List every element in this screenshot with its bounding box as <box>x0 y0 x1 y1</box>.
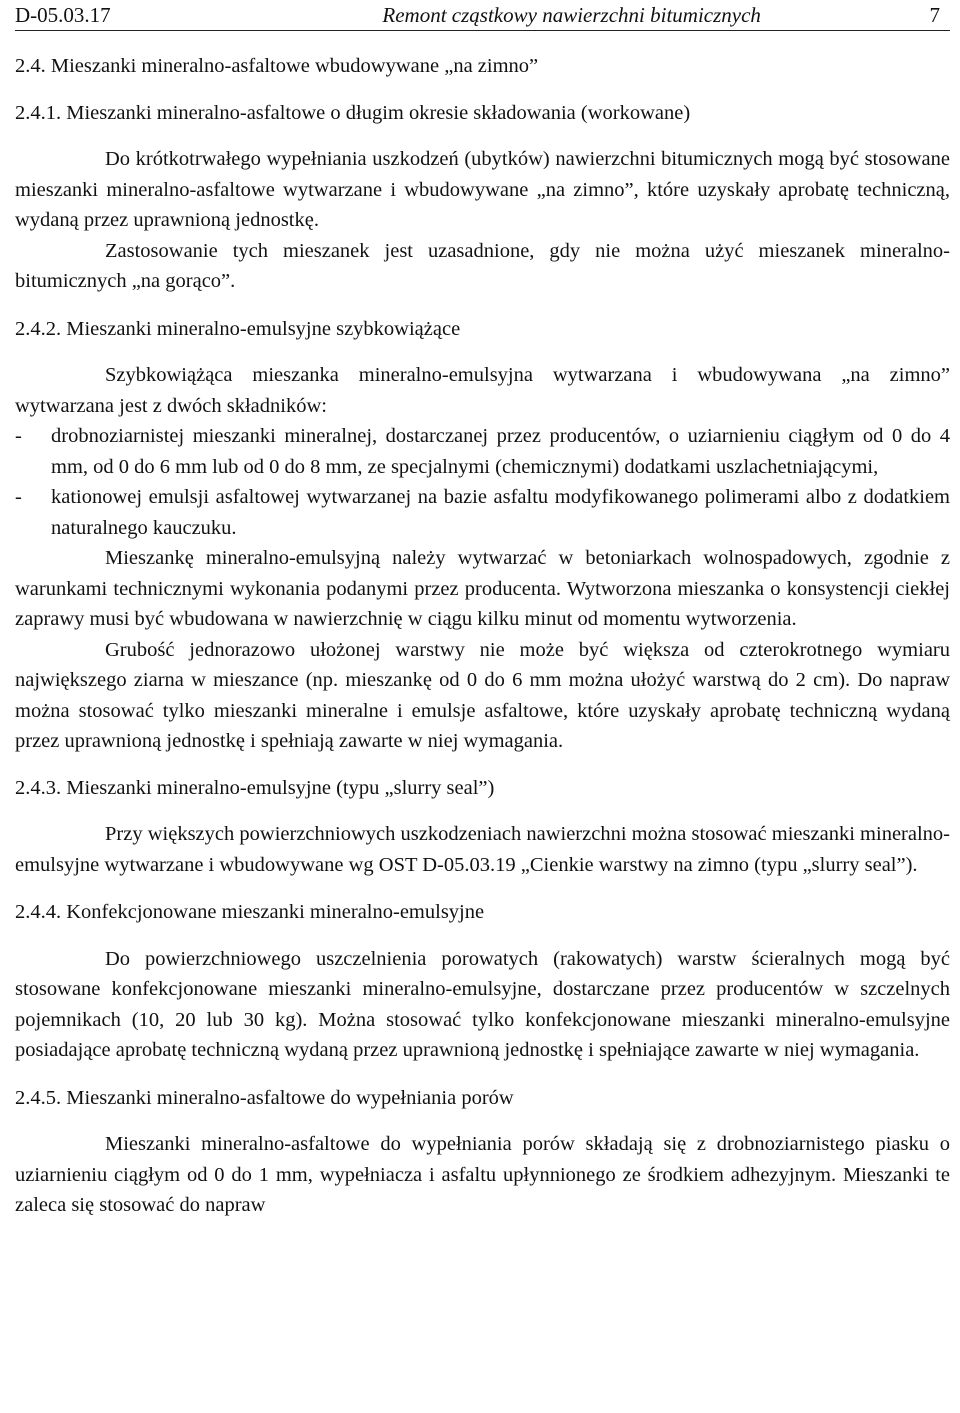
paragraph-2-4-1-a: Do krótkotrwałego wypełniania uszkodzeń (ubytków) nawierzchni bitumicznych mogą być stosowane mieszanki mineralno-asfaltowe wytwarzane i wbudowywane „na zimno”, które uzyskały aprobatę techniczną, wydaną przez uprawnioną jednostkę. <box>15 148 950 231</box>
section-heading-2-4-1: 2.4.1. Mieszanki mineralno-asfaltowe o długim okresie składowania (workowane) <box>15 101 691 124</box>
section-heading-2-4-3: 2.4.3. Mieszanki mineralno-emulsyjne (typu „slurry seal”) <box>15 776 495 799</box>
paragraph-2-4-1-b: Zastosowanie tych mieszanek jest uzasadnione, gdy nie można użyć mieszanek mineralno-bitumicznych „na gorąco”. <box>15 239 950 292</box>
section-heading-2-4-5: 2.4.5. Mieszanki mineralno-asfaltowe do wypełniania porów <box>15 1086 514 1109</box>
list-item-text: kationowej emulsji asfaltowej wytwarzanej na bazie asfaltu modyfikowanego polimerami albo z dodatkiem naturalnego kauczuku. <box>51 486 950 539</box>
paragraph-2-4-2-c: Grubość jednorazowo ułożonej warstwy nie może być większa od czterokrotnego wymiaru największego ziarna w mieszance (np. mieszankę od 0 do 6 mm można ułożyć warstwą do 2 cm). Do napraw można stosować tylko mieszanki mineralne i emulsje asfaltowe, które uzyskały aprobatę techniczną wydaną przez uprawnioną jednostkę i spełniają zawarte w niej wymagania. <box>15 638 950 752</box>
list-item <box>15 482 950 543</box>
section-heading-2-4-4: 2.4.4. Konfekcjonowane mieszanki mineralno-emulsyjne <box>15 901 485 923</box>
document-title: Remont cząstkowy nawierzchni bitumicznych <box>382 3 761 27</box>
paragraph-2-4-5: Mieszanki mineralno-asfaltowe do wypełniania porów składają się z drobnoziarnistego piasku o uziarnieniu ciągłym od 0 do 1 mm, wypełniacza i asfaltu upłynnionego ze środkiem adhezyjnym. Mieszanki te zaleca się stosować do napraw <box>15 1133 950 1216</box>
page-number: 7 <box>929 3 940 27</box>
page-header <box>15 0 950 31</box>
list-item-text: drobnoziarnistej mieszanki mineralnej, dostarczanej przez producentów, o uziarnieniu ciągłym od 0 do 4 mm, od 0 do 6 mm lub od 0 do 8 mm, ze specjalnymi (chemicznymi) dodatkami uszlachetniającymi, <box>51 425 950 478</box>
list-dash: - <box>15 486 22 508</box>
paragraph-2-4-2-a: Szybkowiążąca mieszanka mineralno-emulsyjna wytwarzana i wbudowywana „na zimno” wytwarzana jest z dwóch składników: <box>15 364 950 417</box>
component-list <box>15 421 950 543</box>
section-heading-2-4-2: 2.4.2. Mieszanki mineralno-emulsyjne szybkowiążące <box>15 317 461 340</box>
section-heading-2-4: 2.4. Mieszanki mineralno-asfaltowe wbudowywane „na zimno” <box>15 55 539 77</box>
paragraph-2-4-3: Przy większych powierzchniowych uszkodzeniach nawierzchni można stosować mieszanki mineralno-emulsyjne wytwarzane i wbudowywane wg OST D-05.03.19 „Cienkie warstwy na zimno (typu „slurry seal”). <box>15 823 950 876</box>
list-dash: - <box>15 425 22 447</box>
list-item <box>15 421 950 482</box>
paragraph-2-4-2-b: Mieszankę mineralno-emulsyjną należy wytwarzać w betoniarkach wolnospadowych, zgodnie z warunkami technicznymi wykonania podanymi przez producenta. Wytworzona mieszanka o konsystencji ciekłej zaprawy musi być wbudowana w nawierzchnię w ciągu kilku minut od momentu wytworzenia. <box>15 547 950 630</box>
document-code: D-05.03.17 <box>15 3 111 27</box>
paragraph-2-4-4: Do powierzchniowego uszczelnienia porowatych (rakowatych) warstw ścieralnych mogą być stosowane konfekcjonowane mieszanki mineralno-emulsyjne, dostarczane przez producentów w szczelnych pojemnikach (10, 20 lub 30 kg). Można stosować tylko konfekcjonowane mieszanki mineralno-emulsyjne posiadające aprobatę techniczną wydaną przez uprawnioną jednostkę i spełniające zawarte w niej wymagania. <box>15 947 950 1061</box>
